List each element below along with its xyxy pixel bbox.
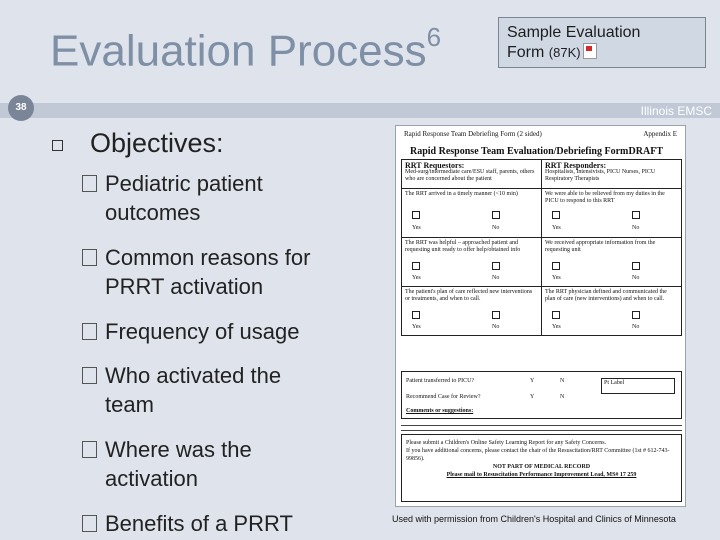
form-top-left: Rapid Response Team Debriefing Form (2 sided) [404, 130, 542, 138]
notice-line: Please submit a Children's Online Safety Learning Report for any Safety Concerns. [406, 440, 607, 446]
comments-rule [401, 425, 682, 426]
n-label: N [560, 378, 565, 384]
checkbox-icon [492, 311, 500, 319]
notice-line: If you have additional concerns, please contact the chair of the Resuscitation/RRT Committee (1st # 612-743-99856). [406, 448, 670, 462]
checkbox-icon [552, 311, 560, 319]
yes-label: Yes [552, 225, 561, 231]
checkbox-icon [492, 262, 500, 270]
sample-evaluation-form-link[interactable] [498, 17, 706, 68]
objective-line2: team [105, 392, 154, 417]
yes-label: Yes [412, 225, 421, 231]
checkbox-bullet-icon [82, 249, 97, 266]
checkbox-icon [492, 211, 500, 219]
form-grid [401, 159, 682, 336]
y-label: Y [530, 378, 535, 384]
checkbox-icon [552, 211, 560, 219]
organization-label: Illinois EMSC [640, 104, 712, 118]
form-draft: DRAFT [628, 146, 663, 157]
objective-item [82, 317, 362, 346]
objective-item [82, 435, 362, 493]
checkbox-icon [412, 311, 420, 319]
responders-sub: Hospitalists, Intensivists, PICU Nurses, PICU Respiratory Therapists [545, 169, 656, 182]
objective-line1: Where was the [105, 437, 252, 462]
no-label: No [492, 275, 500, 281]
pdf-icon [583, 43, 597, 59]
form-cell [541, 287, 681, 335]
question-text: The RRT arrived in a timely manner (<10 min) [405, 191, 518, 197]
question-text: The patient's plan of care reflected new interventions or treatments, and when to call. [405, 289, 533, 302]
form-row [402, 287, 681, 335]
page-number: 38 [8, 95, 34, 121]
form-row [402, 238, 681, 287]
recommend-label: Recommend Case for Review? [406, 394, 481, 400]
n-label: N [560, 394, 565, 400]
objective-line1: Frequency of usage [105, 319, 300, 344]
no-label: No [632, 324, 640, 330]
form-transfer-section [401, 371, 682, 419]
transferred-label: Patient transferred to PICU? [406, 378, 475, 384]
yes-label: Yes [552, 275, 561, 281]
question-text: We received appropriate information from the requesting unit [545, 240, 656, 253]
objective-line2: activation [105, 466, 198, 491]
objective-line1: Common reasons for [105, 245, 311, 270]
image-credit: Used with permission from Children's Hospital and Clinics of Minnesota [392, 514, 676, 524]
checkbox-icon [632, 262, 640, 270]
patient-label-box: Pt Label [601, 378, 675, 394]
objective-line1: Who activated the [105, 363, 282, 388]
checkbox-bullet-icon [82, 323, 97, 340]
objective-line2: PRRT activation [105, 274, 264, 299]
form-cell [541, 160, 681, 188]
form-row [402, 160, 681, 189]
checkbox-bullet-icon [82, 515, 97, 532]
sample-link-line1: Sample Evaluation [507, 24, 641, 41]
checkbox-icon [552, 262, 560, 270]
form-cell [402, 160, 541, 188]
objectives-heading: Objectives: [90, 128, 224, 158]
checkbox-icon [632, 311, 640, 319]
responders-head: RRT Responders: [545, 161, 607, 170]
question-text: The RRT physician defined and communicated the plan of care (new interventions) and when to call. [545, 289, 667, 302]
yes-label: Yes [552, 324, 561, 330]
objective-item [82, 169, 362, 227]
yes-label: Yes [412, 324, 421, 330]
form-cell [402, 238, 541, 286]
square-bullet-icon [52, 140, 63, 151]
objective-line2: outcomes [105, 200, 201, 225]
question-text: We were able to be relieved from my duties in the PICU to respond to this RRT [545, 191, 665, 204]
comments-label: Comments or suggestions: [406, 408, 474, 414]
no-label: No [632, 225, 640, 231]
yes-label: Yes [412, 275, 421, 281]
sample-link-line2: Form [507, 44, 545, 61]
notice-line: NOT PART OF MEDICAL RECORD [492, 464, 591, 470]
requestors-head: RRT Requestors: [405, 161, 465, 170]
form-cell [541, 189, 681, 237]
form-cell [402, 287, 541, 335]
checkbox-icon [632, 211, 640, 219]
form-notice [401, 434, 682, 502]
objective-item [82, 243, 362, 301]
requestors-sub: Med-surg/intermediate care/ESU staff, parents, others who are concerned about the patient [405, 169, 535, 182]
objective-item [82, 509, 362, 538]
checkbox-bullet-icon [82, 367, 97, 384]
form-cell [402, 189, 541, 237]
y-label: Y [530, 394, 535, 400]
form-cell [541, 238, 681, 286]
evaluation-form-image [395, 125, 686, 507]
no-label: No [492, 324, 500, 330]
slide-title-text: Evaluation Process [50, 26, 427, 76]
form-title: Rapid Response Team Evaluation/Debriefing Form [410, 146, 629, 157]
sample-link-size: (87K) [548, 45, 581, 60]
header-rule [0, 103, 720, 118]
objective-line1: Pediatric patient [105, 171, 263, 196]
checkbox-bullet-icon [82, 441, 97, 458]
checkbox-icon [412, 262, 420, 270]
checkbox-icon [412, 211, 420, 219]
objective-line1: Benefits of a PRRT [105, 511, 293, 536]
slide-title [50, 22, 442, 77]
no-label: No [492, 225, 500, 231]
objective-item [82, 361, 362, 419]
form-appendix: Appendix E [643, 130, 677, 138]
title-footnote: 6 [426, 22, 442, 52]
checkbox-bullet-icon [82, 175, 97, 192]
no-label: No [632, 275, 640, 281]
comments-rule [401, 430, 682, 431]
form-row [402, 189, 681, 238]
notice-line: Please mail to Resuscitation Performance Improvement Lead, MS# 17 259 [446, 472, 637, 478]
question-text: The RRT was helpful – approached patient and requesting unit ready to offer help/obtained info [405, 240, 521, 253]
